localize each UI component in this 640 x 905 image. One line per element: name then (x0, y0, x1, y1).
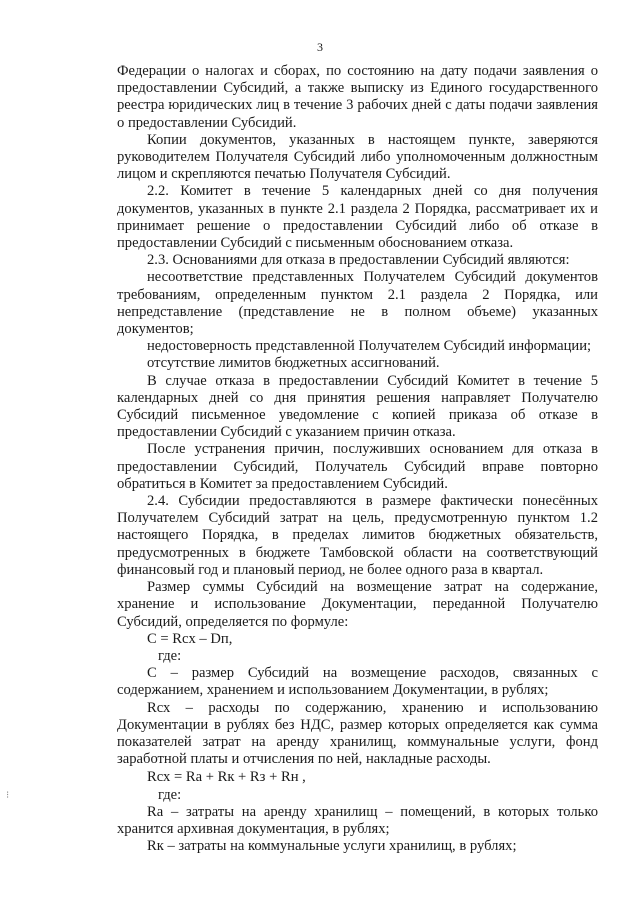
formula-subsidy: С = Rcx – Dп, (147, 630, 233, 647)
paragraph-copies-certification: Копии документов, указанных в настоящем пункте, заверяются руководителем Получателя Субсидий либо уполномоченным должностным лицом и скрепляются печатью Получателя Субсидий. (117, 131, 598, 183)
scan-margin-mark: ⁝ (6, 790, 10, 801)
paragraph-formula-intro: Размер суммы Субсидий на возмещение затрат на содержание, хранение и использование Документации, переданной Получателю Субсидий, определяется по формуле: (117, 579, 598, 630)
definition-rsx: Rсх – расходы по содержанию, хранению и использованию Документации в рублях без НДС, размер которых определяется как сумма показателей затрат на аренду хранилищ, коммунальные услуги, фонд заработной платы и отчисления по ней, накладные расходы. (117, 699, 598, 768)
paragraph-reapplication: После устранения причин, послуживших основанием для отказа в предоставлении Субсидий, Получатель Субсидий вправе повторно обратиться в Комитет за предоставлением Субсидий. (117, 441, 598, 492)
refusal-reason-unreliability: недостоверность представленной Получателем Субсидий информации; (147, 338, 592, 355)
paragraph-2-4: 2.4. Субсидии предоставляются в размере фактически понесённых Получателем Субсидий затрат на цель, предусмотренную пунктом 1.2 настоящего Порядка, в пределах лимитов бюджетных обязательств, предусмотренных в бюджете Тамбовской области на соответствующий финансовый год и плановый период, не более одного раза в квартал. (117, 493, 598, 578)
paragraph-2-2: 2.2. Комитет в течение 5 календарных дней со дня получения документов, указанных в пункте 2.1 раздела 2 Порядка, рассматривает их и принимает решение о предоставлении Субсидий либо об отказе в предоставлении Субсидий с письменным обоснованием отказа. (117, 183, 598, 252)
paragraph-refusal-notice: В случае отказа в предоставлении Субсидий Комитет в течение 5 календарных дней со дня принятия решения направляет Получателю Субсидий письменное уведомление с копией приказа об отказе в предоставлении Субсидий с указанием причин отказа. (117, 372, 598, 441)
document-body (117, 63, 598, 855)
refusal-reason-nonconformity: несоответствие представленных Получателем Субсидий документов требованиям, определенным пунктом 2.1 раздела 2 Порядка, или непредставление (представление не в полном объеме) указанных документов; (117, 269, 598, 338)
formula-where-label-2: где: (158, 786, 182, 803)
definition-c: С – размер Субсидий на возмещение расходов, связанных с содержанием, хранением и использованием Документации, в рублях; (117, 665, 598, 699)
paragraph-2-3: 2.3. Основаниями для отказа в предоставлении Субсидий являются: (147, 252, 570, 269)
refusal-reason-no-limits: отсутствие лимитов бюджетных ассигнований. (147, 355, 440, 372)
formula-rsx: Rсх = Ra + Rк + Rз + Rн , (147, 769, 306, 786)
formula-where-label: где: (158, 647, 182, 664)
page-number: 3 (317, 40, 323, 54)
paragraph-continuation: Федерации о налогах и сборах, по состоянию на дату подачи заявления о предоставлении Субсидий, а также выписку из Единого государственного реестра юридических лиц в течение 3 рабочих дней с даты подачи заявления о предоставлении Субсидий. (117, 63, 598, 131)
definition-ra: Ra – затраты на аренду хранилищ – помещений, в которых только хранится архивная документация, в рублях; (117, 803, 598, 837)
definition-rk: Rк – затраты на коммунальные услуги хранилищ, в рублях; (147, 838, 517, 855)
